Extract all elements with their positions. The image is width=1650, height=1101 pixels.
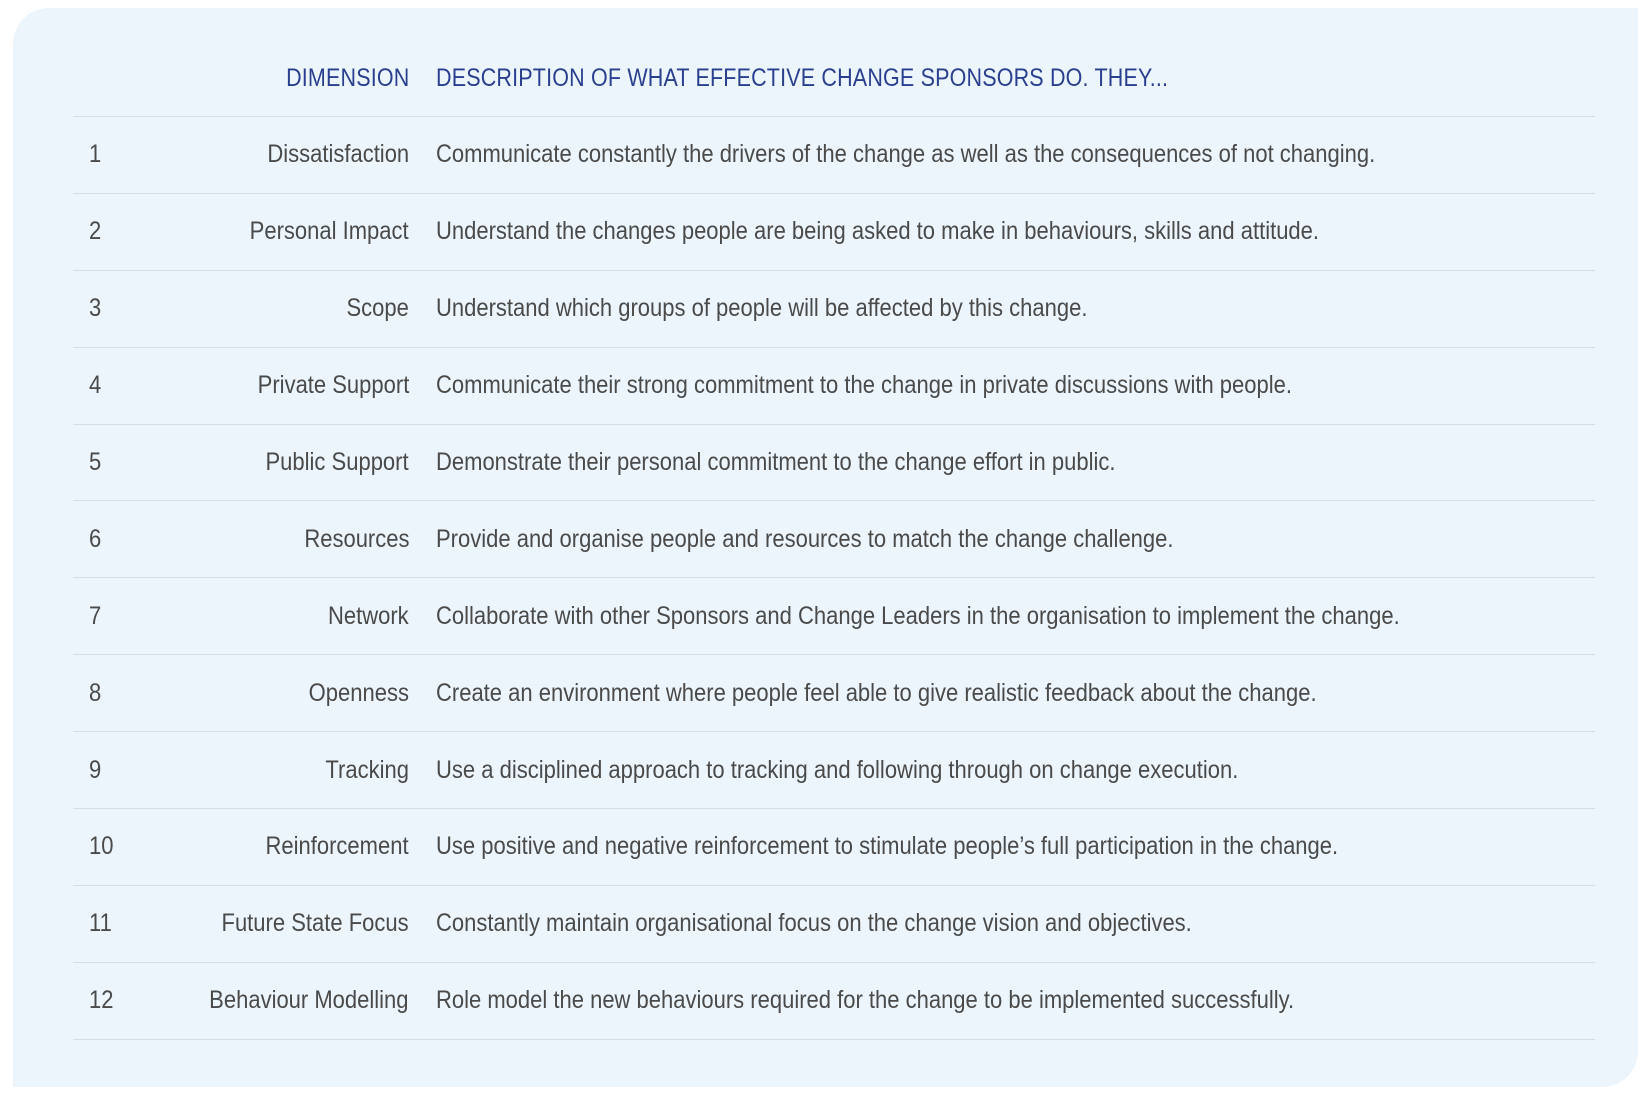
- description-cell: [409, 294, 1595, 323]
- sponsor-dimensions-table: [73, 40, 1595, 1040]
- row-number: 12: [89, 986, 114, 1015]
- description-text: Understand the changes people are being asked to make in behaviours, skills and attitude.: [436, 217, 1320, 246]
- description-text: Create an environment where people feel able to give realistic feedback about the change.: [436, 678, 1317, 707]
- description-text: Use a disciplined approach to tracking and following through on change execution.: [436, 755, 1239, 784]
- description-text: Communicate their strong commitment to the change in private discussions with people.: [436, 371, 1292, 400]
- description-cell: [409, 371, 1595, 400]
- description-cell: [409, 140, 1595, 169]
- table-row: [73, 271, 1595, 348]
- dimension-cell: [159, 986, 409, 1015]
- dimension-label: Network: [328, 601, 409, 630]
- row-number-cell: [73, 140, 159, 169]
- dimension-label: Openness: [308, 678, 409, 707]
- description-cell: [409, 525, 1595, 554]
- header-description-label: DESCRIPTION OF WHAT EFFECTIVE CHANGE SPONSORS DO. THEY...: [436, 63, 1169, 92]
- row-number-cell: [73, 448, 159, 477]
- dimension-label: Scope: [346, 294, 409, 323]
- header-dimension-cell: [159, 64, 409, 93]
- table-body: [73, 117, 1595, 1040]
- dimension-label: Behaviour Modelling: [209, 986, 409, 1015]
- row-number-cell: [73, 909, 159, 938]
- description-cell: [409, 832, 1595, 861]
- row-number: 8: [89, 678, 102, 707]
- row-number-cell: [73, 679, 159, 708]
- row-number-cell: [73, 986, 159, 1015]
- dimension-cell: [159, 832, 409, 861]
- description-text: Demonstrate their personal commitment to the change effort in public.: [436, 448, 1116, 476]
- dimension-label: Personal Impact: [250, 217, 409, 246]
- description-cell: [409, 217, 1595, 246]
- table-row: [73, 348, 1595, 425]
- row-number-cell: [73, 294, 159, 323]
- table-header-row: [73, 40, 1595, 117]
- row-number-cell: [73, 217, 159, 246]
- dimension-label: Future State Focus: [221, 909, 409, 938]
- row-number: 11: [89, 909, 112, 938]
- description-text: Understand which groups of people will be affected by this change.: [436, 294, 1088, 323]
- table-row: [73, 501, 1595, 578]
- table-row: [73, 655, 1595, 732]
- dimension-label: Public Support: [265, 448, 409, 476]
- dimension-label: Resources: [303, 524, 409, 553]
- dimension-cell: [159, 294, 409, 323]
- table-row: [73, 194, 1595, 271]
- description-cell: [409, 679, 1595, 708]
- row-number: 3: [89, 294, 102, 323]
- description-text: Role model the new behaviours required for the change to be implemented successfully.: [436, 986, 1295, 1015]
- dimension-label: Reinforcement: [265, 832, 409, 861]
- row-number: 1: [89, 140, 102, 169]
- header-description-cell: [409, 64, 1595, 93]
- row-number-cell: [73, 832, 159, 861]
- description-cell: [409, 986, 1595, 1015]
- row-number: 6: [89, 524, 102, 553]
- description-text: Collaborate with other Sponsors and Change Leaders in the organisation to implement the change.: [436, 601, 1400, 630]
- dimension-cell: [159, 448, 409, 477]
- row-number: 7: [89, 601, 102, 630]
- row-number-cell: [73, 756, 159, 785]
- dimension-cell: [159, 602, 409, 631]
- dimension-cell: [159, 679, 409, 708]
- row-number: 9: [89, 755, 102, 784]
- dimension-cell: [159, 371, 409, 400]
- table-row: [73, 732, 1595, 809]
- table-row: [73, 578, 1595, 655]
- description-cell: [409, 448, 1595, 477]
- dimension-label: Dissatisfaction: [267, 140, 409, 169]
- description-cell: [409, 602, 1595, 631]
- table-row: [73, 963, 1595, 1040]
- dimension-cell: [159, 140, 409, 169]
- table-row: [73, 886, 1595, 963]
- table-row: [73, 117, 1595, 194]
- table-panel: [13, 8, 1638, 1087]
- dimension-cell: [159, 909, 409, 938]
- table-row: [73, 809, 1595, 886]
- dimension-cell: [159, 217, 409, 246]
- dimension-cell: [159, 756, 409, 785]
- description-cell: [409, 909, 1595, 938]
- header-dimension-label: DIMENSION: [285, 63, 409, 92]
- row-number-cell: [73, 371, 159, 400]
- dimension-label: Tracking: [325, 755, 409, 784]
- table-row: [73, 425, 1595, 502]
- dimension-cell: [159, 525, 409, 554]
- description-text: Communicate constantly the drivers of the change as well as the consequences of not changing.: [436, 140, 1376, 169]
- description-text: Use positive and negative reinforcement to stimulate people’s full participation in the change.: [436, 832, 1339, 861]
- row-number-cell: [73, 602, 159, 631]
- row-number: 10: [89, 832, 114, 861]
- row-number-cell: [73, 525, 159, 554]
- dimension-label: Private Support: [257, 371, 409, 400]
- row-number: 4: [89, 371, 102, 400]
- description-text: Constantly maintain organisational focus on the change vision and objectives.: [436, 909, 1192, 938]
- row-number: 5: [89, 448, 102, 476]
- row-number: 2: [89, 217, 102, 246]
- description-cell: [409, 756, 1595, 785]
- description-text: Provide and organise people and resources to match the change challenge.: [436, 524, 1174, 553]
